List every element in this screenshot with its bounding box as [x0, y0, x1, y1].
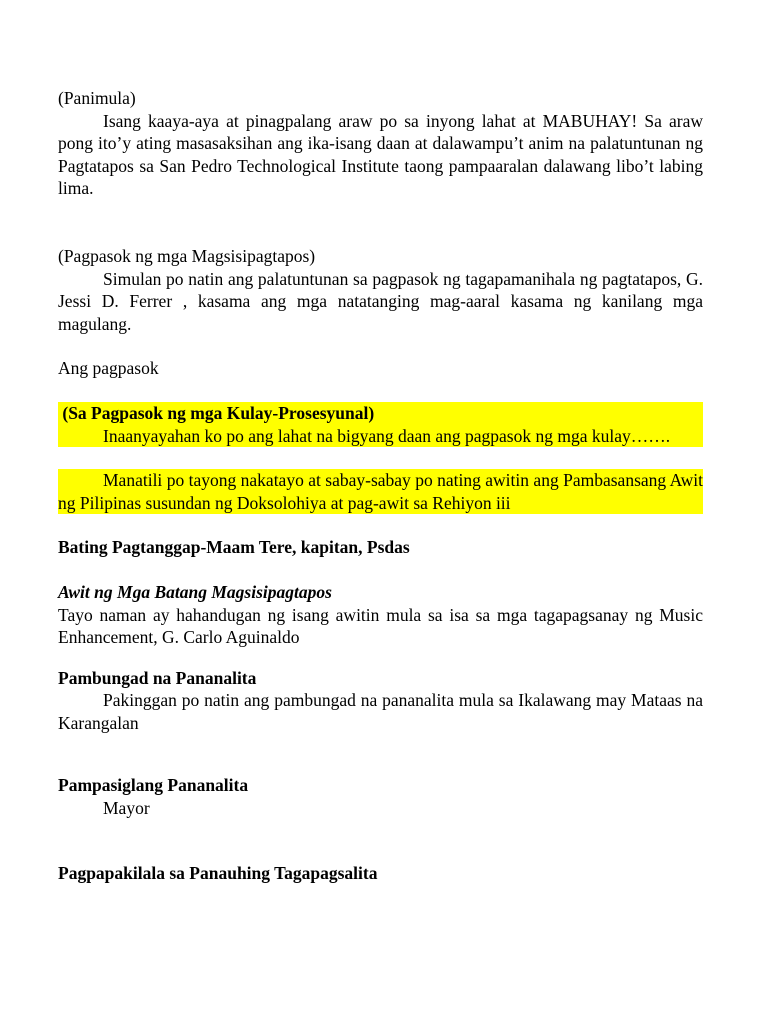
kulay-body-text: Inaanyayahan ko po ang lahat na bigyang daan ang pagpasok ng mga kulay……. [103, 425, 671, 446]
panimula-heading: (Panimula) [58, 88, 136, 108]
pagpasok-heading: (Pagpasok ng mga Magsisipagtapos) [58, 245, 316, 266]
kulay-body [58, 425, 703, 448]
pampasigla-body: Mayor [103, 798, 150, 819]
awit-heading: Awit ng Mga Batang Magsisipagtapos [58, 581, 332, 602]
pagpapakilala-heading: Pagpapakilala sa Panauhing Tagapagsalita [58, 862, 378, 883]
bating-heading: Bating Pagtanggap-Maam Tere, kapitan, Psdas [58, 537, 410, 558]
kulay-anthem: Manatili po tayong nakatayo at sabay-sabay po nating awitin ang Pambasansang Awit ng Pilipinas susundan ng Doksolohiya at pag-awit sa Rehiyon iii [58, 470, 703, 513]
pampasigla-heading: Pampasiglang Pananalita [58, 775, 249, 796]
pambungad-heading: Pambungad na Pananalita [58, 667, 257, 688]
pagpasok-note: Ang pagpasok [58, 358, 159, 379]
panimula-body: Isang kaaya-aya at pinagpalang araw po sa inyong lahat at MABUHAY! Sa araw pong ito’y ating masasaksihan ang ika-isang daan at dalawampu’t anim na palatuntunan ng Pagtatapos sa San Pedro Technological Institute taong pampaaralan dalawang libo’t labing lima. [58, 110, 703, 199]
pagpasok-body: Simulan po natin ang palatuntunan sa pagpasok ng tagapamanihala ng pagtatapos, G. Jessi D. Ferrer , kasama ang mga natatanging mag-aaral kasama ng kanilang mga magulang. [58, 268, 703, 334]
awit-body: Tayo naman ay hahandugan ng isang awitin mula sa isa sa mga tagapagsanay ng Music Enhancement, G. Carlo Aguinaldo [58, 604, 703, 648]
document-body [58, 87, 703, 884]
pambungad-body: Pakinggan po natin ang pambungad na pananalita mula sa Ikalawang may Mataas na Karangalan [58, 690, 703, 733]
kulay-highlight-block [58, 402, 703, 447]
kulay-heading: (Sa Pagpasok ng mga Kulay-Prosesyunal) [58, 402, 375, 423]
